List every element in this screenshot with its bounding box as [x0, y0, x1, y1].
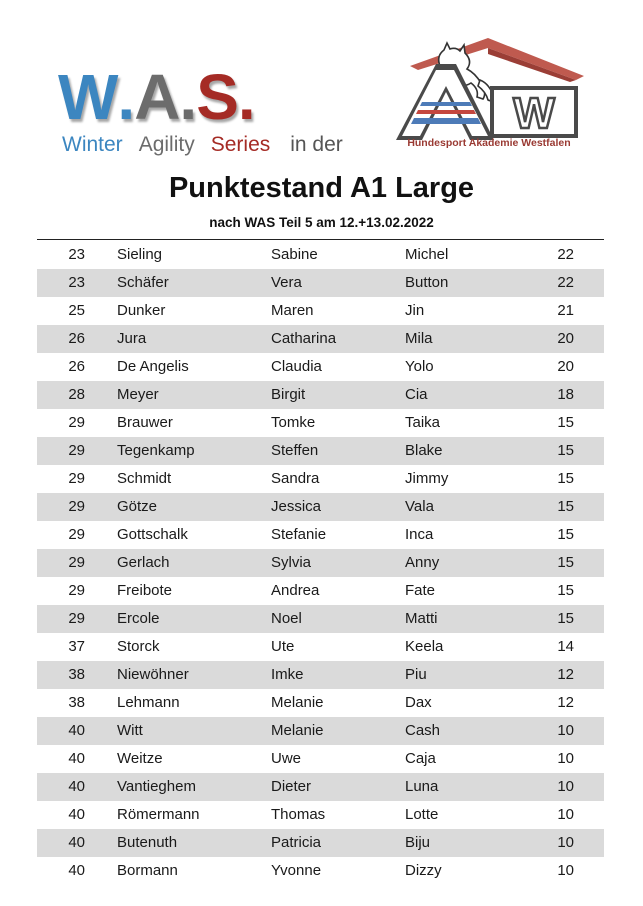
- table-row: [37, 829, 604, 857]
- rank-cell: 37: [68, 638, 85, 655]
- dog-name-cell: Button: [405, 274, 449, 291]
- tagline-winter: Winter: [62, 133, 123, 156]
- points-cell: 15: [557, 414, 574, 431]
- dog-name-cell: Dizzy: [405, 862, 442, 879]
- rank-cell: 23: [68, 274, 85, 291]
- points-cell: 15: [557, 442, 574, 459]
- rank-cell: 40: [68, 722, 85, 739]
- dog-name-cell: Caja: [405, 750, 436, 767]
- was-logo-letters: [58, 61, 255, 133]
- standings-table: [37, 241, 604, 885]
- was-dot-1: .: [117, 61, 135, 133]
- rank-cell: 29: [68, 470, 85, 487]
- points-cell: 15: [557, 554, 574, 571]
- last-name-cell: Bormann: [117, 862, 178, 879]
- points-cell: 18: [557, 386, 574, 403]
- last-name-cell: Sieling: [117, 246, 163, 263]
- rank-cell: 40: [68, 750, 85, 767]
- table-row: [37, 381, 604, 409]
- dog-name-cell: Fate: [405, 582, 436, 599]
- last-name-cell: Freibote: [117, 582, 173, 599]
- table-row: [37, 689, 604, 717]
- first-name-cell: Jessica: [271, 498, 322, 515]
- rank-cell: 29: [68, 526, 85, 543]
- table-row: [37, 745, 604, 773]
- last-name-cell: Jura: [117, 330, 147, 347]
- dog-name-cell: Blake: [405, 442, 443, 459]
- rank-cell: 40: [68, 806, 85, 823]
- header-divider: [37, 239, 604, 240]
- last-name-cell: Storck: [117, 638, 160, 655]
- dog-name-cell: Cash: [405, 722, 441, 739]
- dog-name-cell: Luna: [405, 778, 439, 795]
- points-cell: 10: [557, 862, 574, 879]
- was-dot-3: .: [237, 61, 255, 133]
- first-name-cell: Melanie: [271, 694, 324, 711]
- table-row: [37, 297, 604, 325]
- rank-cell: 29: [68, 498, 85, 515]
- rank-cell: 29: [68, 554, 85, 571]
- dog-name-cell: Jimmy: [405, 470, 449, 487]
- svg-text:W: W: [513, 89, 555, 138]
- was-letter-a: A: [134, 61, 180, 133]
- table-row: [37, 437, 604, 465]
- points-cell: 20: [557, 358, 574, 375]
- first-name-cell: Stefanie: [271, 526, 327, 543]
- rank-cell: 29: [68, 414, 85, 431]
- last-name-cell: Gerlach: [117, 554, 170, 571]
- last-name-cell: Weitze: [117, 750, 163, 767]
- first-name-cell: Vera: [271, 274, 302, 291]
- rank-cell: 38: [68, 694, 85, 711]
- points-cell: 12: [557, 666, 574, 683]
- last-name-cell: Schmidt: [117, 470, 172, 487]
- first-name-cell: Dieter: [271, 778, 312, 795]
- rank-cell: 40: [68, 778, 85, 795]
- rank-cell: 38: [68, 666, 85, 683]
- points-cell: 20: [557, 330, 574, 347]
- last-name-cell: Römermann: [117, 806, 200, 823]
- was-tagline: [62, 132, 359, 158]
- emblem-letter-a: [396, 64, 494, 140]
- rank-cell: 26: [68, 358, 85, 375]
- table-row: [37, 633, 604, 661]
- last-name-cell: Götze: [117, 498, 158, 515]
- first-name-cell: Maren: [271, 302, 314, 319]
- rank-cell: 29: [68, 610, 85, 627]
- first-name-cell: Tomke: [271, 414, 316, 431]
- dog-name-cell: Anny: [405, 554, 440, 571]
- points-cell: 15: [557, 610, 574, 627]
- dog-name-cell: Matti: [405, 610, 438, 627]
- rank-cell: 25: [68, 302, 85, 319]
- tagline-in-der: in der: [290, 133, 343, 156]
- was-dot-2: .: [179, 61, 197, 133]
- table-row: [37, 241, 604, 269]
- table-row: [37, 269, 604, 297]
- first-name-cell: Ute: [271, 638, 295, 655]
- points-cell: 10: [557, 722, 574, 739]
- first-name-cell: Andrea: [271, 582, 320, 599]
- table-row: [37, 409, 604, 437]
- first-name-cell: Yvonne: [271, 862, 322, 879]
- dog-name-cell: Cia: [405, 386, 428, 403]
- first-name-cell: Catharina: [271, 330, 337, 347]
- rank-cell: 40: [68, 834, 85, 851]
- points-cell: 22: [557, 246, 574, 263]
- first-name-cell: Birgit: [271, 386, 306, 403]
- last-name-cell: Lehmann: [117, 694, 180, 711]
- dog-name-cell: Lotte: [405, 806, 439, 823]
- page-subtitle: nach WAS Teil 5 am 12.+13.02.2022: [209, 215, 434, 230]
- rank-cell: 29: [68, 582, 85, 599]
- rank-cell: 26: [68, 330, 85, 347]
- points-cell: 15: [557, 582, 574, 599]
- points-cell: 15: [557, 526, 574, 543]
- last-name-cell: Witt: [117, 722, 143, 739]
- dog-name-cell: Taika: [405, 414, 441, 431]
- first-name-cell: Uwe: [271, 750, 302, 767]
- first-name-cell: Patricia: [271, 834, 322, 851]
- last-name-cell: De Angelis: [117, 358, 189, 375]
- table-row: [37, 493, 604, 521]
- table-row: [37, 605, 604, 633]
- points-cell: 10: [557, 834, 574, 851]
- first-name-cell: Sandra: [271, 470, 320, 487]
- points-cell: 12: [557, 694, 574, 711]
- points-cell: 10: [557, 806, 574, 823]
- last-name-cell: Tegenkamp: [117, 442, 195, 459]
- dog-name-cell: Biju: [405, 834, 431, 851]
- last-name-cell: Meyer: [117, 386, 159, 403]
- table-row: [37, 353, 604, 381]
- table-row: [37, 325, 604, 353]
- rank-cell: 29: [68, 442, 85, 459]
- table-row: [37, 521, 604, 549]
- first-name-cell: Sylvia: [271, 554, 312, 571]
- table-row: [37, 773, 604, 801]
- last-name-cell: Dunker: [117, 302, 166, 319]
- points-cell: 22: [557, 274, 574, 291]
- last-name-cell: Brauwer: [117, 414, 173, 431]
- points-cell: 21: [557, 302, 574, 319]
- rank-cell: 40: [68, 862, 85, 879]
- dog-name-cell: Yolo: [405, 358, 434, 375]
- dog-name-cell: Dax: [405, 694, 432, 711]
- page-title: Punktestand A1 Large: [168, 172, 475, 204]
- points-cell: 15: [557, 470, 574, 487]
- points-cell: 15: [557, 498, 574, 515]
- last-name-cell: Ercole: [117, 610, 160, 627]
- table-row: [37, 465, 604, 493]
- first-name-cell: Thomas: [271, 806, 326, 823]
- table-row: [37, 661, 604, 689]
- last-name-cell: Vantieghem: [117, 778, 196, 795]
- tagline-series: Series: [210, 133, 271, 156]
- table-row: [37, 549, 604, 577]
- dog-name-cell: Jin: [405, 302, 425, 319]
- haw-logo-caption: Hundesport Akademie Westfalen: [407, 137, 571, 149]
- dog-name-cell: Piu: [405, 666, 427, 683]
- points-cell: 10: [557, 778, 574, 795]
- last-name-cell: Butenuth: [117, 834, 178, 851]
- first-name-cell: Steffen: [271, 442, 319, 459]
- points-cell: 14: [557, 638, 574, 655]
- emblem-letter-w: [492, 88, 576, 138]
- first-name-cell: Melanie: [271, 722, 324, 739]
- was-logo: [58, 61, 388, 161]
- dog-name-cell: Keela: [405, 638, 444, 655]
- dog-name-cell: Mila: [405, 330, 433, 347]
- was-letter-s: S: [196, 61, 238, 133]
- table-row: [37, 857, 604, 885]
- first-name-cell: Imke: [271, 666, 304, 683]
- dog-name-cell: Michel: [405, 246, 449, 263]
- rank-cell: 23: [68, 246, 85, 263]
- first-name-cell: Sabine: [271, 246, 318, 263]
- first-name-cell: Claudia: [271, 358, 322, 375]
- dog-name-cell: Vala: [405, 498, 434, 515]
- table-row: [37, 577, 604, 605]
- last-name-cell: Schäfer: [117, 274, 169, 291]
- rank-cell: 28: [68, 386, 85, 403]
- table-row: [37, 801, 604, 829]
- table-row: [37, 717, 604, 745]
- points-cell: 10: [557, 750, 574, 767]
- was-letter-w: W: [58, 61, 118, 133]
- dog-name-cell: Inca: [405, 526, 434, 543]
- last-name-cell: Gottschalk: [117, 526, 188, 543]
- last-name-cell: Niewöhner: [117, 666, 189, 683]
- tagline-agility: Agility: [138, 133, 195, 156]
- first-name-cell: Noel: [271, 610, 302, 627]
